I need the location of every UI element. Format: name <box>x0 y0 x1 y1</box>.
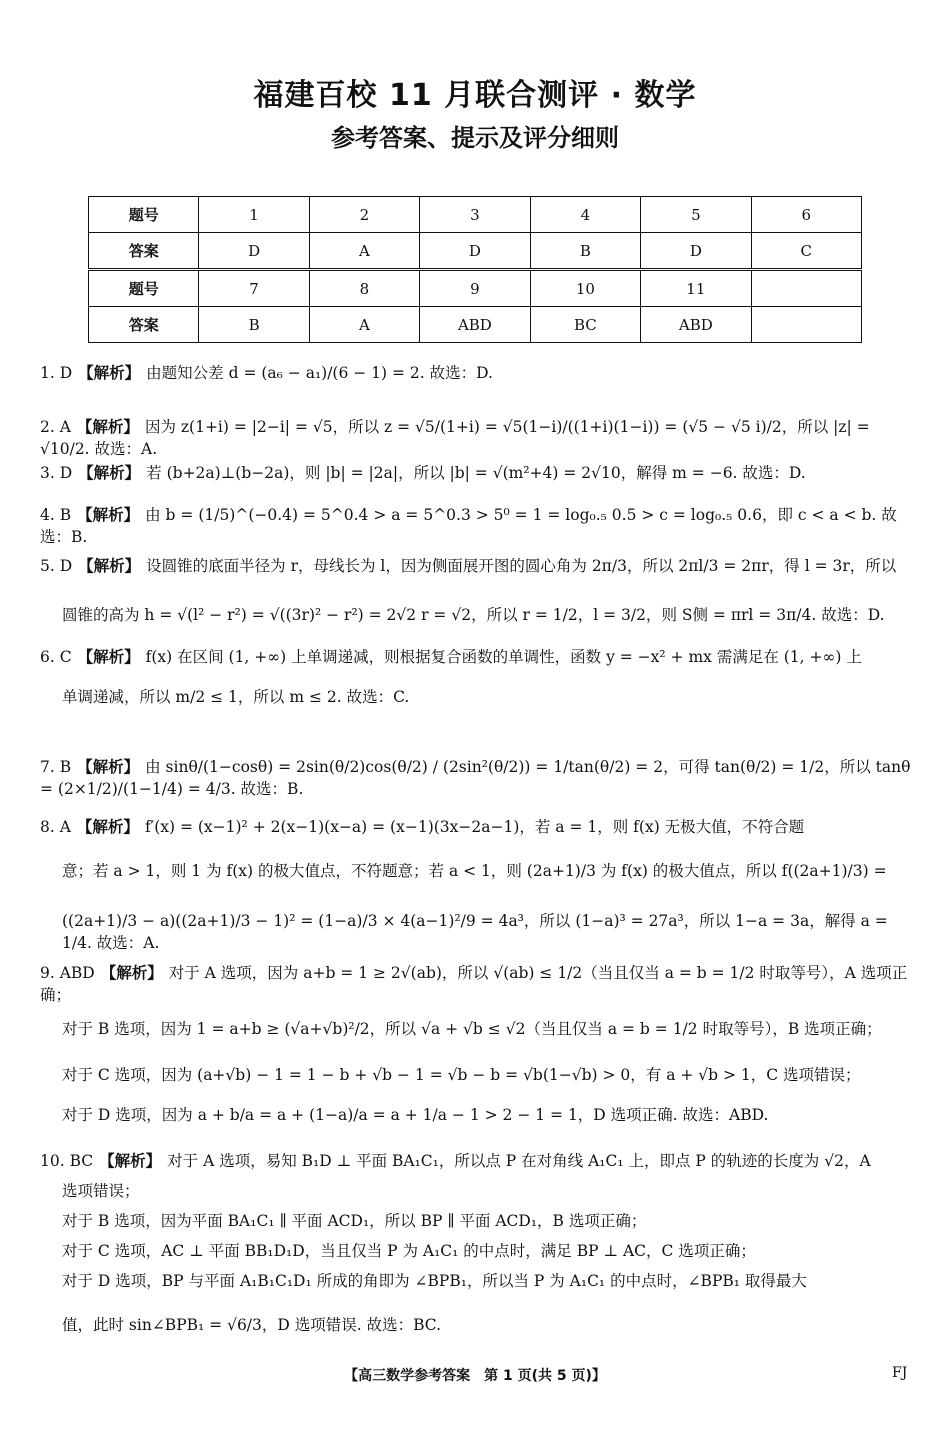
solution-text: 由 b = (1/5)^(−0.4) = 5^0.4 > a = 5^0.3 > 5⁰ = 1 = log₀.₅ 0.5 > c = log₀.₅ 0.6，即 c < a < b. 故选：B. <box>40 506 897 546</box>
analysis-tag: 【解析】 <box>78 557 141 575</box>
solution-3 <box>40 462 912 484</box>
solution-9 <box>40 962 912 1006</box>
solution-text: 因为 z(1+i) = |2−i| = √5，所以 z = √5/(1+i) = √5(1−i)/((1+i)(1−i)) = (√5 − √5 i)/2，所以 |z| = √10/2. 故选：A. <box>40 418 870 458</box>
question-number <box>751 270 861 307</box>
question-number: 5 <box>641 197 752 233</box>
answer-cell: D <box>199 233 309 270</box>
solution-9-b: 对于 B 选项，因为 1 = a+b ≥ (√a+√b)²/2，所以 √a + √b ≤ √2（当且仅当 a = b = 1/2 时取等号），B 选项正确； <box>62 1020 882 1038</box>
solution-number: 4. B <box>40 506 72 524</box>
answer-cell: D <box>641 233 752 270</box>
answer-cell: ABD <box>641 307 752 343</box>
page-title: 福建百校 11 月联合测评 · 数学 <box>253 78 697 113</box>
question-number: 8 <box>309 270 419 307</box>
solution-5 <box>40 555 912 577</box>
analysis-tag: 【解析】 <box>78 464 141 482</box>
solution-10 <box>40 1150 912 1172</box>
solution-number: 8. A <box>40 818 71 836</box>
question-number: 10 <box>530 270 640 307</box>
solution-number: 3. D <box>40 464 73 482</box>
solution-number: 9. ABD <box>40 964 95 982</box>
row-label: 答案 <box>89 233 199 270</box>
analysis-tag: 【解析】 <box>76 818 139 836</box>
analysis-tag: 【解析】 <box>99 1152 162 1170</box>
region-code: FJ <box>892 1365 908 1381</box>
solution-10-b: 对于 B 选项，因为平面 BA₁C₁ ∥ 平面 ACD₁，所以 BP ∥ 平面 ACD₁，B 选项正确； <box>62 1212 647 1230</box>
row-label: 答案 <box>89 307 199 343</box>
answer-cell: ABD <box>420 307 531 343</box>
solution-4 <box>40 504 912 548</box>
analysis-tag: 【解析】 <box>78 364 141 382</box>
solution-5-cont: 圆锥的高为 h = √(l² − r²) = √((3r)² − r²) = 2√2 r = √2，所以 r = 1/2，l = 3/2，则 S侧 = πrl = 3π/4. 故选：D. <box>62 606 885 624</box>
question-number: 7 <box>199 270 309 307</box>
answer-cell: BC <box>530 307 640 343</box>
solution-10-c: 对于 C 选项，AC ⊥ 平面 BB₁D₁D，当且仅当 P 为 A₁C₁ 的中点时，满足 BP ⊥ AC，C 选项正确； <box>62 1242 756 1260</box>
page-footer: 【高三数学参考答案 第 1 页(共 5 页)】 <box>344 1368 606 1384</box>
solution-10-d: 对于 D 选项，BP 与平面 A₁B₁C₁D₁ 所成的角即为 ∠BPB₁，所以当 P 为 A₁C₁ 的中点时，∠BPB₁ 取得最大 <box>62 1272 807 1290</box>
answer-cell: A <box>309 233 419 270</box>
question-number: 2 <box>309 197 419 233</box>
solution-text: f(x) 在区间 (1, +∞) 上单调递减，则根据复合函数的单调性，函数 y = −x² + mx 需满足在 (1, +∞) 上 <box>145 648 862 666</box>
solution-text: 对于 A 选项，因为 a+b = 1 ≥ 2√(ab)，所以 √(ab) ≤ 1/2（当且仅当 a = b = 1/2 时取等号），A 选项正确； <box>40 964 908 1004</box>
analysis-tag: 【解析】 <box>77 758 140 776</box>
solution-number: 5. D <box>40 557 73 575</box>
question-number: 11 <box>641 270 752 307</box>
solution-7 <box>40 756 912 800</box>
answer-cell: C <box>751 233 861 270</box>
solution-text: 对于 A 选项，易知 B₁D ⊥ 平面 BA₁C₁，所以点 P 在对角线 A₁C₁ 上，即点 P 的轨迹的长度为 √2，A <box>167 1152 871 1170</box>
solution-text: 若 (b+2a)⊥(b−2a)，则 |b| = |2a|，所以 |b| = √(m²+4) = 2√10，解得 m = −6. 故选：D. <box>146 464 806 482</box>
analysis-tag: 【解析】 <box>77 648 140 666</box>
table-row <box>89 197 862 233</box>
solution-8-cont2: ((2a+1)/3 − a)((2a+1)/3 − 1)² = (1−a)/3 × 4(a−1)²/9 = 4a³，所以 (1−a)³ = 27a³，所以 1−a = 3a，解得 a = 1/4. 故选：A. <box>62 912 888 952</box>
solution-2 <box>40 416 912 460</box>
table-row <box>89 270 862 307</box>
page-subtitle: 参考答案、提示及评分细则 <box>331 124 619 152</box>
answer-cell: A <box>309 307 419 343</box>
table-row <box>89 233 862 270</box>
solution-text: 由 sinθ/(1−cosθ) = 2sin(θ/2)cos(θ/2) / (2sin²(θ/2)) = 1/tan(θ/2) = 2，可得 tan(θ/2) = 1/2，所以 tanθ = (2×1/2)/(1−1/4) = 4/3. 故选：B. <box>40 758 911 798</box>
row-label: 题号 <box>89 270 199 307</box>
question-number: 6 <box>751 197 861 233</box>
solution-number: 10. BC <box>40 1152 94 1170</box>
row-label: 题号 <box>89 197 199 233</box>
answer-cell: B <box>199 307 309 343</box>
solution-number: 2. A <box>40 418 71 436</box>
question-number: 9 <box>420 270 531 307</box>
analysis-tag: 【解析】 <box>77 506 140 524</box>
solution-9-d: 对于 D 选项，因为 a + b/a = a + (1−a)/a = a + 1/a − 1 > 2 − 1 = 1，D 选项正确. 故选：ABD. <box>62 1106 769 1124</box>
answer-cell: D <box>420 233 531 270</box>
solution-number: 7. B <box>40 758 72 776</box>
solution-8-cont: 意；若 a > 1，则 1 为 f(x) 的极大值点，不符题意；若 a < 1，则 (2a+1)/3 为 f(x) 的极大值点，所以 f((2a+1)/3) = <box>62 862 887 880</box>
solution-10-d2: 值，此时 sin∠BPB₁ = √6/3，D 选项错误. 故选：BC. <box>62 1316 442 1334</box>
answer-cell <box>751 307 861 343</box>
solution-6 <box>40 646 912 668</box>
solution-1 <box>40 362 912 384</box>
answer-cell: B <box>530 233 640 270</box>
solution-8 <box>40 816 912 838</box>
solution-text: f′(x) = (x−1)² + 2(x−1)(x−a) = (x−1)(3x−2a−1)，若 a = 1，则 f(x) 无极大值，不符合题 <box>144 818 805 836</box>
solution-number: 1. D <box>40 364 73 382</box>
question-number: 4 <box>530 197 640 233</box>
solution-10-cont: 选项错误； <box>62 1182 140 1200</box>
solution-number: 6. C <box>40 648 72 666</box>
analysis-tag: 【解析】 <box>76 418 139 436</box>
solution-text: 由题知公差 d = (a₆ − a₁)/(6 − 1) = 2. 故选：D. <box>146 364 493 382</box>
question-number: 1 <box>199 197 309 233</box>
analysis-tag: 【解析】 <box>100 964 163 982</box>
solution-9-c: 对于 C 选项，因为 (a+√b) − 1 = 1 − b + √b − 1 = √b − b = √b(1−√b) > 0，有 a + √b > 1，C 选项错误； <box>62 1066 861 1084</box>
table-row <box>89 307 862 343</box>
solution-text: 设圆锥的底面半径为 r，母线长为 l，因为侧面展开图的圆心角为 2π/3，所以 2πl/3 = 2πr，得 l = 3r，所以 <box>146 557 897 575</box>
answer-table <box>88 196 862 343</box>
question-number: 3 <box>420 197 531 233</box>
solution-6-cont: 单调递减，所以 m/2 ≤ 1，所以 m ≤ 2. 故选：C. <box>62 688 410 706</box>
